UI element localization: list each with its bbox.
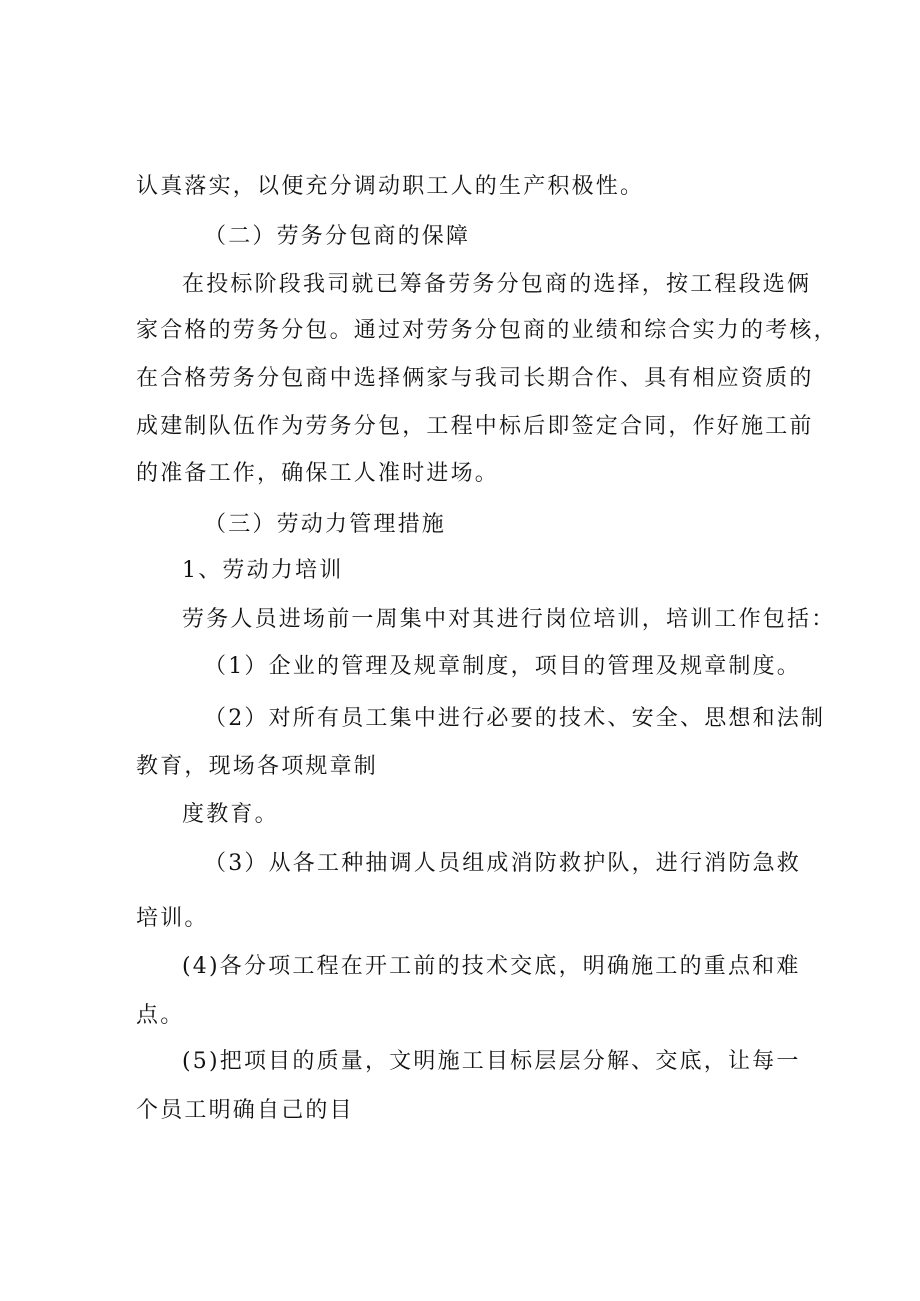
text-line: 在投标阶段我司就已筹备劳务分包商的选择，按工程段选俩 <box>182 272 812 297</box>
list-item: （1）企业的管理及规章制度，项目的管理及规章制度。 <box>204 654 801 679</box>
text-line: 培训。 <box>136 906 209 931</box>
list-item: （2）对所有员工集中进行必要的技术、安全、思想和法制 <box>204 706 826 731</box>
text-line: 劳务人员进场前一周集中对其进行岗位培训，培训工作包括： <box>182 607 836 632</box>
list-item: (4)各分项工程在开工前的技术交底，明确施工的重点和难 <box>182 954 801 979</box>
text-line: 度教育。 <box>182 802 279 827</box>
subsection-heading: 1、劳动力培训 <box>182 558 344 583</box>
text-line: 成建制队伍作为劳务分包，工程中标后即签定合同，作好施工前 <box>136 414 814 439</box>
text-line: 的准备工作，确保工人准时进场。 <box>136 461 500 486</box>
text-line: 教育，现场各项规章制 <box>136 754 379 779</box>
section-heading: （二）劳务分包商的保障 <box>204 224 471 249</box>
text-line: 在合格劳务分包商中选择俩家与我司长期合作、具有相应资质的 <box>136 366 814 391</box>
list-item: （3）从各工种抽调人员组成消防救护队，进行消防急救 <box>204 851 801 876</box>
text-line: 点。 <box>136 1003 185 1028</box>
list-item: (5)把项目的质量，文明施工目标层层分解、交底，让每一 <box>182 1049 801 1074</box>
text-line: 个员工明确自己的目 <box>136 1098 354 1123</box>
text-line: 认真落实，以便充分调动职工人的生产积极性。 <box>136 174 645 199</box>
text-line: 家合格的劳务分包。通过对劳务分包商的业绩和综合实力的考核， <box>136 318 838 343</box>
section-heading: （三）劳动力管理措施 <box>204 512 447 537</box>
